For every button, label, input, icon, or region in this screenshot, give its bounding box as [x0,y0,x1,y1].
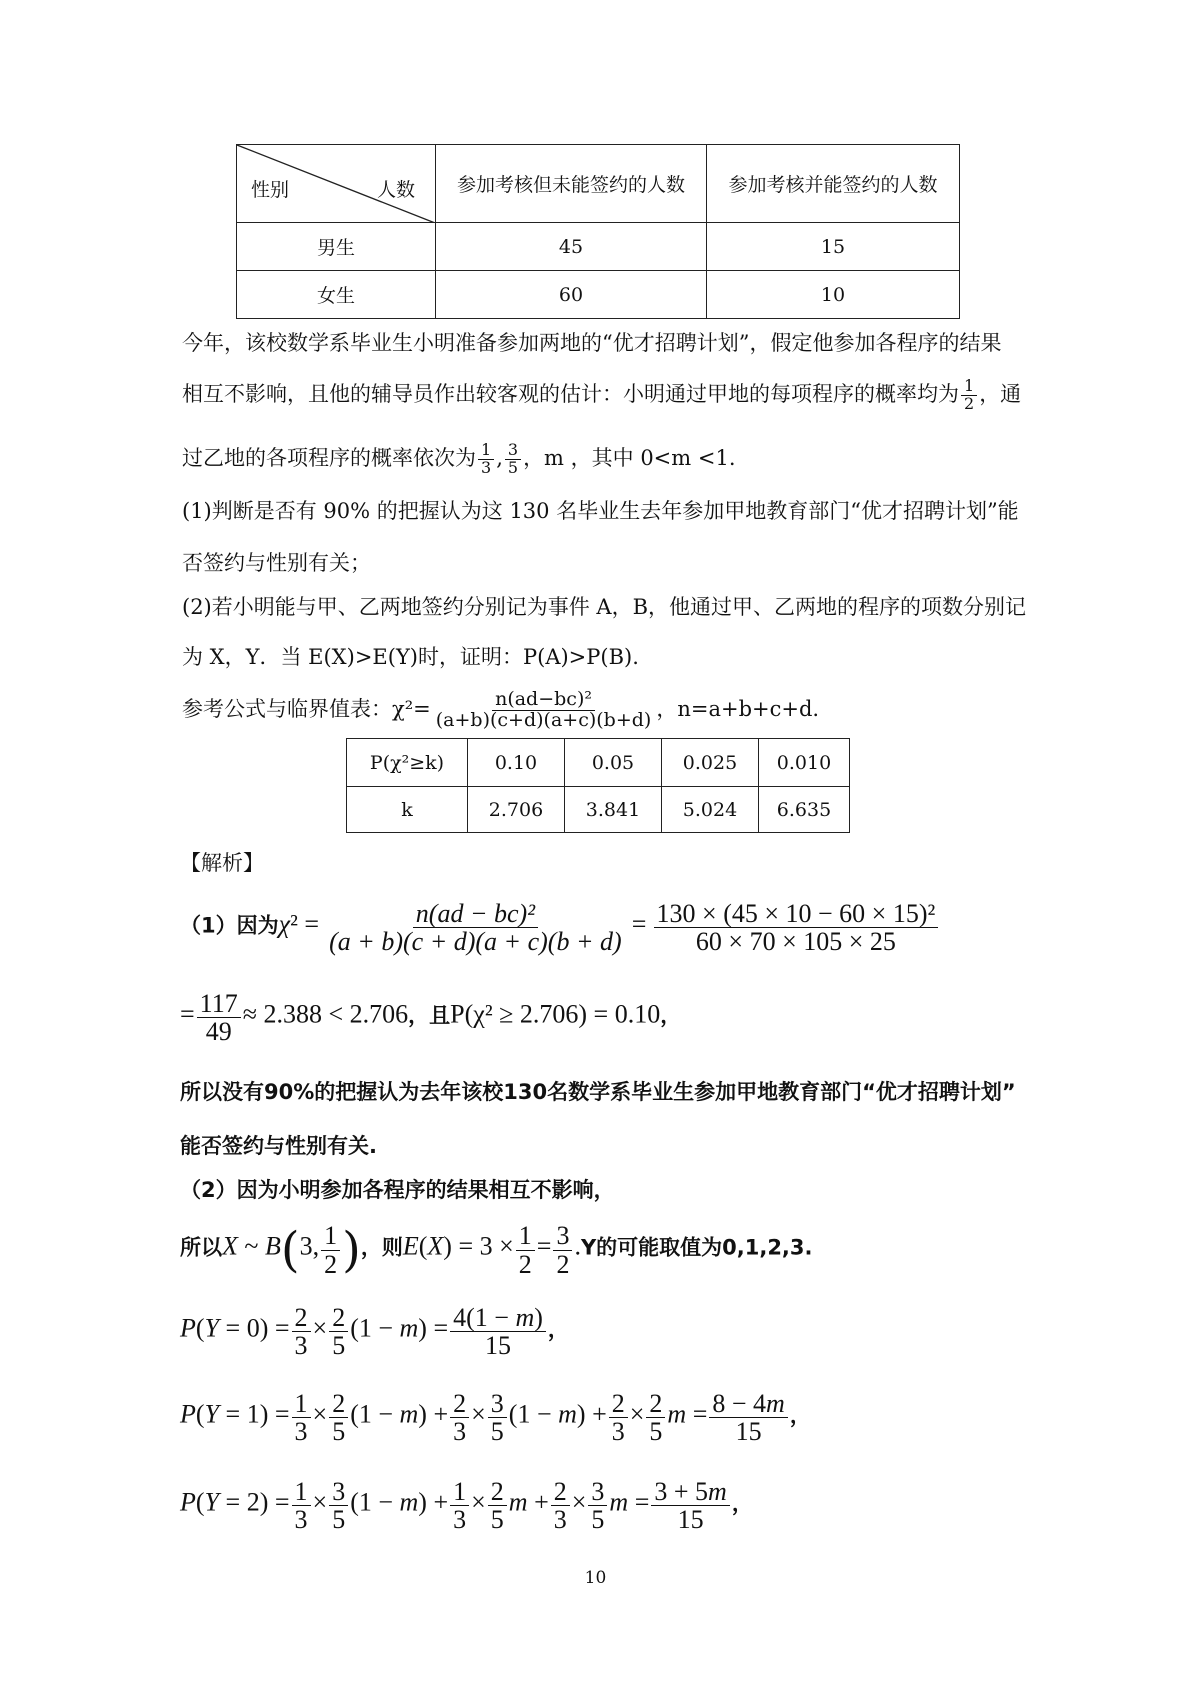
conclusion-line-1: 所以没有90%的把握认为去年该校130名数学系毕业生参加甲地教育部门“优才招聘计划” [180,1080,1016,1104]
question-1-line-1: (1)判断是否有 90% 的把握认为这 130 名毕业生去年参加甲地教育部门“优才招聘计划”能 [182,499,1019,523]
solution-part-1-formula: （1）因为χ² = $\frac{\text{n(ad − bc)²}}{(a + b)(c + d)(a + c)(b + d)}$ = $\frac{\text{130 × (45 × 10 − 60 × 15)²}}{60 \times 70 \times 105 \times 25}$ [180,900,940,956]
crit-header-3: 0.025 [662,739,759,787]
problem-line-3: 过乙地的各项程序的概率依次为 $\frac{1}{3}$ , $\frac{3}{5}$ ，m ，其中 0<m <1. [182,440,736,477]
solution-part-2-intro: （2）因为小明参加各程序的结果相互不影响， [180,1178,615,1202]
solution-heading: 【解析】 [180,851,264,875]
question-1-line-2: 否签约与性别有关； [182,551,371,575]
crit-header-4: 0.010 [759,739,850,787]
page-number: 10 [584,1568,607,1588]
critical-value-table [346,738,850,833]
crit-header-2: 0.05 [565,739,662,787]
probability-y-2: P(Y = 2) = $\frac{1}{3}$ × $\frac{3}{5}$ (1 − m) + $\frac{1}{3}$ × $\frac{2}{5}$ m + $\frac{2}{3}$ × $\frac{3}{5}$ m = $\frac{3 + 5m}{15}$ ， [180,1477,753,1535]
diagonal-header-cell [237,145,436,223]
header-signed: 参加考核并能签约的人数 [707,145,960,223]
fraction-117-49: $\frac{117}{49}$ [197,990,241,1046]
chi-square-formula: $\frac{\text{n(ad−bc)²}}{(a+b)(c+d)(a+c)(b+d)}$ [435,688,652,731]
crit-header-1: 0.10 [468,739,565,787]
question-2-line-2: 为 X，Y．当 E(X)>E(Y)时，证明：P(A)>P(B). [182,645,639,669]
crit-row-4: 6.635 [759,787,850,833]
question-2-line-1: (2)若小明能与甲、乙两地签约分别记为事件 A，B，他通过甲、乙两地的程序的项数分别记 [182,595,1027,619]
crit-row-0: k [347,787,468,833]
problem-line-2: 相互不影响，且他的辅导员作出较客观的估计：小明通过甲地的每项程序的概率均为 $\frac{1}{2}$ ，通 [182,376,1022,413]
crit-row-1: 2.706 [468,787,565,833]
female-not-signed: 60 [436,271,707,319]
solution-part-1-result: = $\frac{117}{49}$ ≈ 2.388 < 2.706，且P(χ² ≥ 2.706) = 0.10， [180,989,682,1047]
binomial-expectation-line: 所以X ~ B(3, $\frac{1}{2}$ )，则E(X) = 3 × $\frac{1}{2}$ = $\frac{3}{2}$ .Y的可能取值为0,1,2,3. [180,1221,813,1279]
male-signed: 15 [707,223,960,271]
crit-header-0: P(χ²≥k) [347,739,468,787]
diag-right-label: 人数 [377,179,416,201]
fraction-one-half: $\frac{1}{2}$ [961,378,977,413]
conclusion-line-2: 能否签约与性别有关. [180,1134,377,1158]
fraction-three-fifths: $\frac{3}{5}$ [505,442,521,477]
probability-y-1: P(Y = 1) = $\frac{1}{3}$ × $\frac{2}{5}$ (1 − m) + $\frac{2}{3}$ × $\frac{3}{5}$ (1 − m) + $\frac{2}{3}$ × $\frac{2}{5}$ m = $\frac{8 - 4m}{15}$ ， [180,1389,811,1447]
probability-y-0: P(Y = 0) = $\frac{2}{3}$ × $\frac{2}{5}$ (1 − m) = $\frac{4(1 - m)}{15}$ ， [180,1303,569,1361]
row-label-male: 男生 [237,223,436,271]
problem-line-1: 今年，该校数学系毕业生小明准备参加两地的“优才招聘计划”，假定他参加各程序的结果 [182,331,1002,355]
gender-signing-table [236,144,960,319]
crit-row-2: 3.841 [565,787,662,833]
header-not-signed: 参加考核但未能签约的人数 [436,145,707,223]
female-signed: 10 [707,271,960,319]
diag-left-label: 性别 [251,179,290,201]
row-label-female: 女生 [237,271,436,319]
chi-square-numeric: $\frac{\text{130 × (45 × 10 − 60 × 15)²}}{60 \times 70 \times 105 \times 25}$ [654,900,939,956]
male-not-signed: 45 [436,223,707,271]
fraction-one-third: $\frac{1}{3}$ [478,442,494,477]
chi-square-general: $\frac{\text{n(ad − bc)²}}{(a + b)(c + d)(a + c)(b + d)}$ [329,899,622,957]
reference-formula: 参考公式与临界值表：χ²= $\frac{\text{n(ad−bc)²}}{(a+b)(c+d)(a+c)(b+d)}$ ，n=a+b+c+d. [182,688,820,731]
crit-row-3: 5.024 [662,787,759,833]
